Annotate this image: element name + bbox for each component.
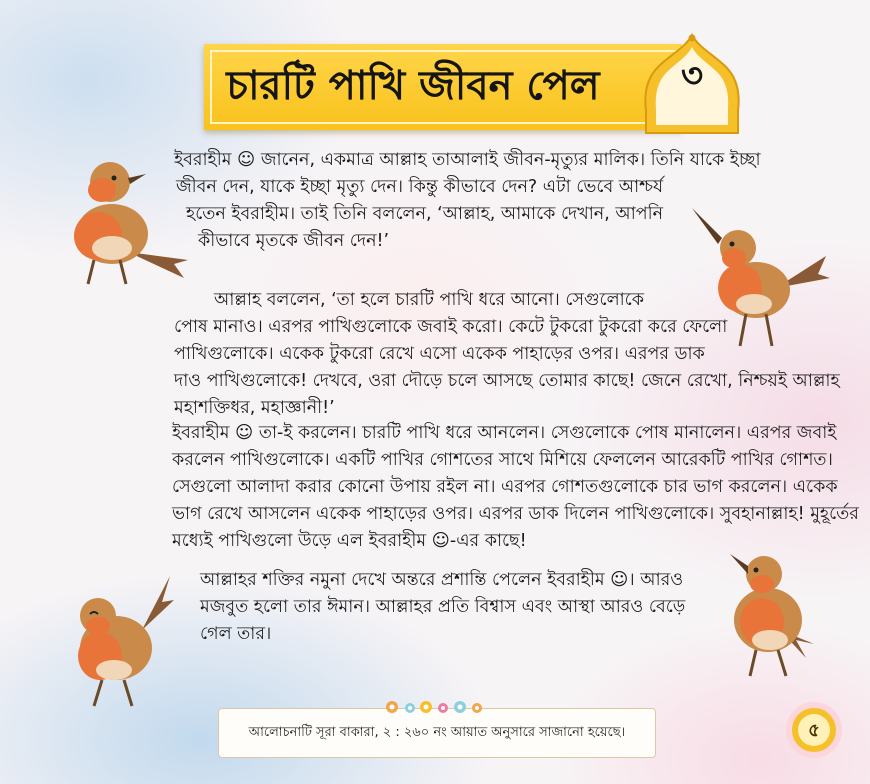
robin-bird-icon (58, 570, 178, 710)
paragraph-line: মহাশক্তিধর, মহাজ্ঞানী!’ (174, 398, 335, 418)
paragraph-line: মধ্যেই পাখিগুলো উড়ে এল ইবরাহীম ☺-এর কাছে! (172, 531, 527, 551)
page-number: ৫ (808, 720, 820, 741)
flower-garland-icon (380, 696, 490, 718)
paragraph-line: গেল তার। (200, 624, 272, 644)
paragraph-1 (174, 147, 761, 255)
paragraph-line: পোষ মানাও। এরপর পাখিগুলোকে জবাই করো। কেটে টুকরো টুকরো করে ফেলো (174, 317, 728, 337)
robin-bird-icon (710, 540, 820, 680)
paragraph-3 (172, 420, 859, 555)
reference-note: আলোচনাটি সূরা বাকারা, ২ : ২৬০ নং আয়াত অনুসারে সাজানো হয়েছে। (248, 724, 626, 740)
paragraph-2 (174, 287, 840, 422)
page-title: চারটি পাখি জীবন পেল (226, 62, 600, 109)
paragraph-4 (200, 567, 686, 648)
robin-bird-icon (50, 148, 190, 288)
paragraph-line: সেগুলো আলাদা করার কোনো উপায় রইল না। এরপর গোশতগুলোকে চার ভাগ করলেন। একেক (172, 477, 838, 497)
title-banner (204, 44, 682, 130)
paragraph-line: মজবুত হলো তার ঈমান। আল্লাহর প্রতি বিশ্বাস এবং আস্থা আরও বেড়ে (200, 597, 686, 617)
paragraph-line: ভাগ রেখে আসলেন একেক পাহাড়ের ওপর। এরপর ডাক দিলেন পাখিগুলোকে। সুবহানাল্লাহ! মুহূর্তের (172, 504, 859, 524)
paragraph-line: ইবরাহীম ☺ তা-ই করলেন। চারটি পাখি ধরে আনলেন। সেগুলোকে পোষ মানালেন। এরপর জবাই (172, 423, 837, 443)
paragraph-line: জীবন দেন, যাকে ইচ্ছা মৃত্যু দেন। কিন্তু কীভাবে দেন? এটা ভেবে আশ্চর্য (176, 177, 664, 197)
paragraph-line: করলেন পাখিগুলোকে। একটি পাখির গোশতের সাথে মিশিয়ে ফেললেন আরেকটি পাখির গোশত। (172, 450, 833, 470)
paragraph-line: হতেন ইবরাহীম। তাই তিনি বললেন, ‘আল্লাহ, আমাকে দেখান, আপনি (186, 204, 664, 224)
paragraph-line: পাখিগুলোকে। একেক টুকরো রেখে এসো একেক পাহাড়ের ওপর। এরপর ডাক (174, 344, 705, 364)
robin-bird-icon (690, 200, 830, 350)
paragraph-line: ইবরাহীম ☺ জানেন, একমাত্র আল্লাহ তাআলাই জীবন-মৃত্যুর মালিক। তিনি যাকে ইচ্ছা (174, 150, 761, 170)
paragraph-line: দাও পাখিগুলোকে! দেখবে, ওরা দৌড়ে চলে আসছে তোমার কাছে! জেনে রেখো, নিশ্চয়ই আল্লাহ (174, 371, 840, 391)
paragraph-line: আল্লাহ বললেন, ‘তা হলে চারটি পাখি ধরে আনো। সেগুলোকে (214, 290, 644, 310)
paragraph-line: আল্লাহর শক্তির নমুনা দেখে অন্তরে প্রশান্তি পেলেন ইবরাহীম ☺। আরও (200, 570, 684, 590)
chapter-number: ৩ (680, 56, 704, 96)
paragraph-line: কীভাবে মৃতকে জীবন দেন!’ (198, 231, 390, 251)
